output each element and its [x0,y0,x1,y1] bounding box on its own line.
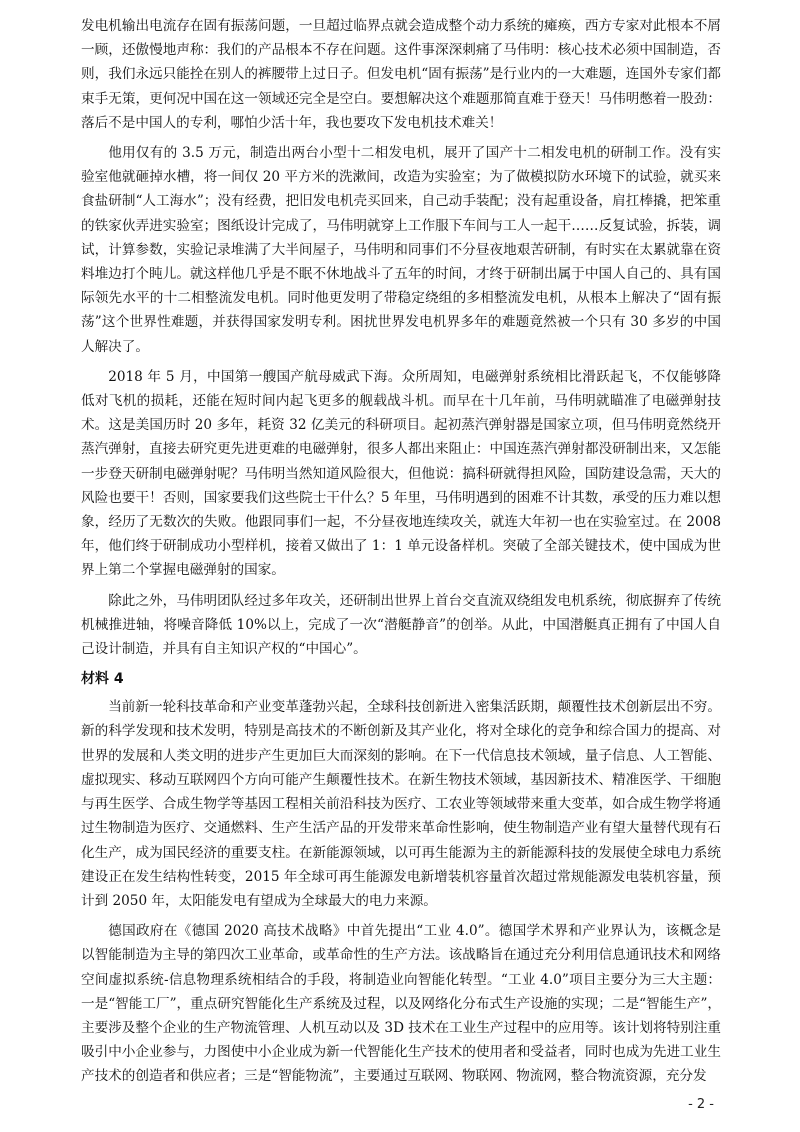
document-page [81,14,721,1094]
paragraph-electromagnetic-catapult: 2018 年 5 月，中国第一艘国产航母威武下海。众所周知，电磁弹射系统相比滑跃起飞，不仅能够降低对飞机的损耗，还能在短时间内起飞更多的舰载战斗机。而早在十几年前，马伟明就瞄准了电磁弹射技术。这是美国历时 20 多年，耗资 32 亿美元的科研项目。起初蒸汽弹射器是国家立项，但马伟明竟然绕开蒸汽弹射，直接去研究更先进更难的电磁弹射，很多人都出来阻止：中国连蒸汽弹射都没研制出来，又怎能一步登天研制电磁弹射呢？马伟明当然知道风险很大，但他说：搞科研就得担风险，国防建设急需，天大的风险也要干！否则，国家要我们这些院士干什么？5 年里，马伟明遇到的困难不计其数，承受的压力难以想象，经历了无数次的失败。他跟同事们一起，不分昼夜地连续攻关，就连大年初一也在实验室过。在 2008 年，他们终于研制成功小型样机，接着又做出了 1：1 单元设备样机。突破了全部关键技术，使中国成为世界上第二个掌握电磁弹射的国家。 [81,368,721,579]
paragraph-generator-research: 他用仅有的 3.5 万元，制造出两台小型十二相发电机，展开了国产十二相发电机的研制工作。没有实验室他就砸掉水槽，将一间仅 20 平方米的洗漱间，改造为实验室；为了做模拟防水环境下的试验，就买来食盐研制“人工海水”；没有经费，把旧发电机壳买回来，自己动手装配；没有起重设备，肩扛棒撬，把笨重的铁家伙弄进实验室；图纸设计完成了，马伟明就穿上工作服下车间与工人一起干……反复试验，拆装，调试，计算参数，实验记录堆满了大半间屋子，马伟明和同事们不分昼夜地艰苦研制，有时实在太累就靠在资料堆边打个盹儿。就这样他几乎是不眠不休地战斗了五年的时间，才终于研制出属于中国人自己的、具有国际领先水平的十二相整流发电机。同时他更发明了带稳定绕组的多相整流发电机，从根本上解决了“固有振荡”这个世界性难题，并获得国家发明专利。困扰世界发电机界多年的难题竟然被一个只有 30 多岁的中国人解决了。 [81,145,721,355]
section-title: 材料 4 [81,671,124,688]
page-number: - 2 - [688,1097,714,1112]
paragraph-continued: 发电机输出电流存在固有振荡问题，一旦超过临界点就会造成整个动力系统的瘫痪，西方专家对此根本不屑一顾，还傲慢地声称：我们的产品根本不存在问题。这件事深深刺痛了马伟明：核心技术必须中国制造，否则，我们永远只能拴在别人的裤腰带上过日子。但发电机“固有振荡”是行业内的一大难题，连国外专家们都束手无策，更何况中国在这一领域还完全是空白。要想解决这个难题那简直难于登天！马伟明憋着一股劲：落后不是中国人的专利，哪怕少活十年，我也要攻下发电机技术难关！ [81,18,721,131]
paragraph-industry-4: 德国政府在《德国 2020 高技术战略》中首先提出“工业 4.0”。德国学术界和产业界认为，该概念是以智能制造为主导的第四次工业革命，或革命性的生产方法。该战略旨在通过充分利用信息通讯技术和网络空间虚拟系统-信息物理系统相结合的手段，将制造业向智能化转型。“工业 4.0”项目主要分为三大主题：一是“智能工厂”，重点研究智能化生产系统及过程，以及网络化分布式生产设施的实现；二是“智能生产”，主要涉及整个企业的生产物流管理、人机互动以及 3D 技术在工业生产过程中的应用等。该计划将特别注重吸引中小企业参与，力图使中小企业成为新一代智能化生产技术的使用者和受益者，同时也成为先进工业生产技术的创造者和供应者；三是“智能物流”，主要通过互联网、物联网、物流网，整合物流资源，充分发 [81,923,721,1085]
paragraph-tech-revolution: 当前新一轮科技革命和产业变革蓬勃兴起，全球科技创新进入密集活跃期，颠覆性技术创新层出不穷。新的科学发现和技术发明，特别是高技术的不断创新及其产业化，将对全球化的竞争和综合国力的提高、对世界的发展和人类文明的进步产生更加巨大而深刻的影响。在下一代信息技术领域，量子信息、人工智能、虚拟现实、移动互联网四个方向可能产生颠覆性技术。在新生物技术领域，基因新技术、精准医学、干细胞与再生医学、合成生物学等基因工程相关前沿科技为医疗、工农业等领域带来重大变革，如合成生物学将通过生物制造为医疗、交通燃料、生产生活产品的开发带来革命性影响，使生物制造产业有望大量替代现有石化生产，成为国民经济的重要支柱。在新能源领域，以可再生能源为主的新能源科技的发展使全球电力系统建设正在发生结构性转变，2015 年全球可再生能源发电新增装机容量首次超过常规能源发电装机容量，预计到 2050 年，太阳能发电有望成为全球最大的电力来源。 [81,699,721,909]
paragraph-submarine-silence: 除此之外，马伟明团队经过多年攻关，还研制出世界上首台交直流双绕组发电机系统，彻底摒弃了传统机械推进轴，将噪音降低 10%以上，完成了一次“潜艇静音”的创举。从此，中国潜艇真正拥有了中国人自己设计制造，并具有自主知识产权的“中国心”。 [81,592,721,658]
